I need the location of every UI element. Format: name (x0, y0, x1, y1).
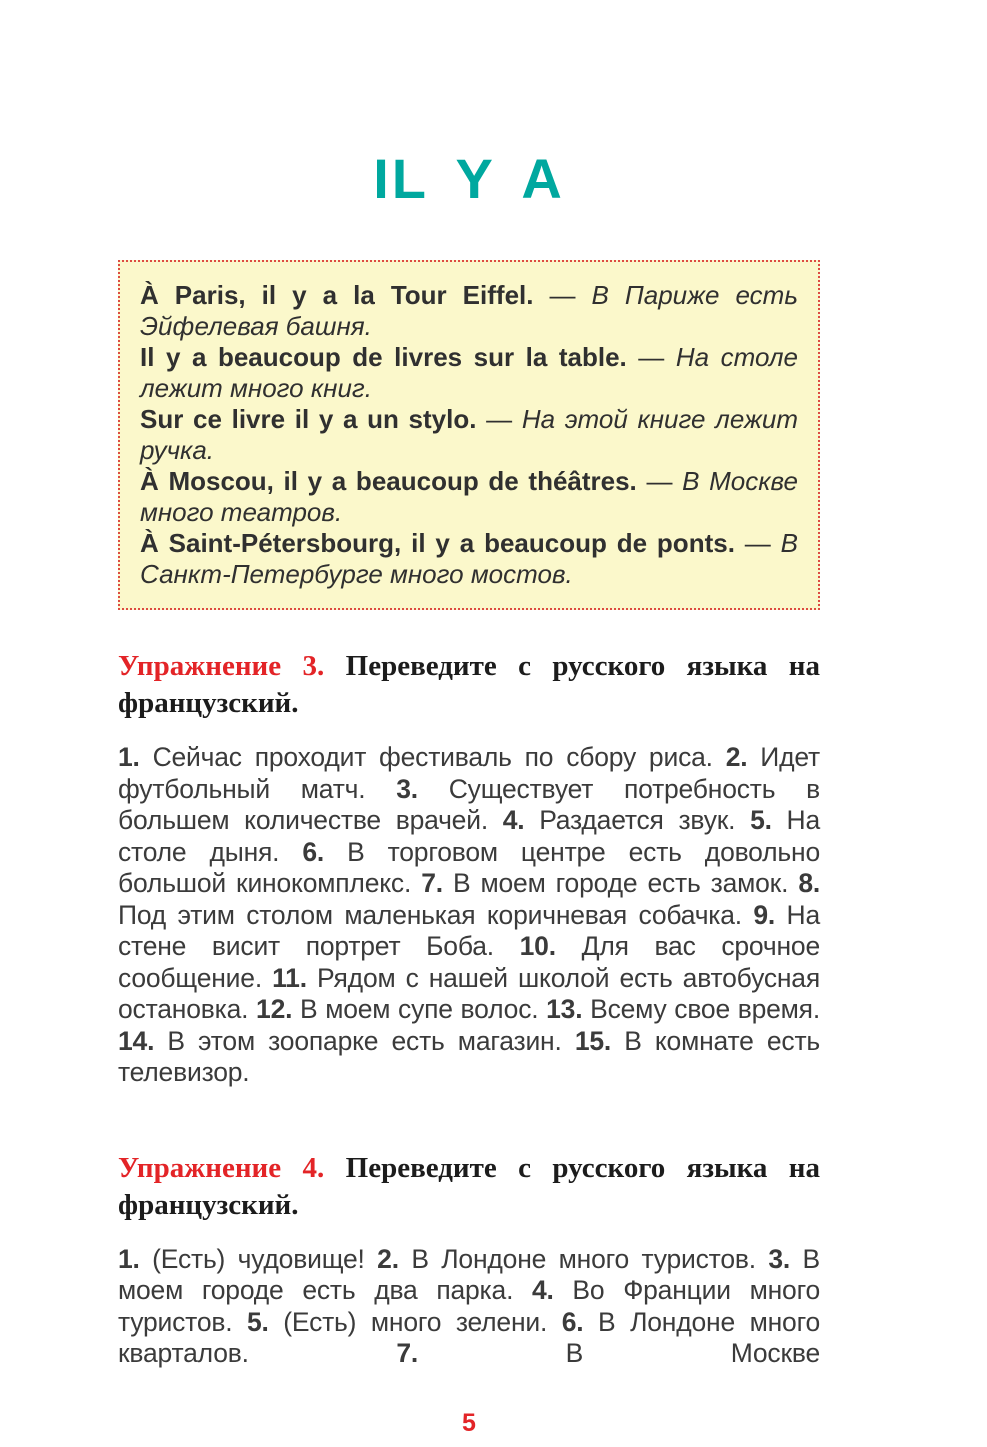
exercise-4-heading (118, 1150, 820, 1224)
exercise-3-heading (118, 648, 820, 722)
example-line (140, 466, 798, 528)
sentence-number: 11. (272, 962, 307, 993)
example-french: À Paris, il y a la Tour Eiffel. (140, 280, 534, 310)
exercise-3 (118, 648, 820, 1089)
example-line (140, 342, 798, 404)
page-number: 5 (462, 1408, 476, 1437)
example-separator: — (734, 528, 781, 558)
sentence-number: 14. (118, 1025, 155, 1056)
sentence-number: 15. (574, 1025, 612, 1056)
example-russian: В Москве много театров. (140, 466, 799, 527)
sentence-number: 7. (421, 868, 443, 898)
textbook-page (118, 0, 820, 1438)
sentence-number: 6. (561, 1306, 584, 1337)
sentence-number: 8. (798, 868, 821, 898)
example-separator: — (533, 280, 592, 310)
example-russian: В Париже есть Эйфелевая башня. (140, 280, 799, 341)
example-french: Sur ce livre il y a un stylo. (140, 404, 477, 434)
exercise-4-sentences: 1. (Есть) чудовище! 2. В Лондоне много туристов. 3. В моем городе есть два парка. 4. Во Франции много туристов. 5. (Есть) много зелени. 6. В Лондоне много кварталов. 7. В Москве (118, 1243, 821, 1368)
example-russian: На столе лежит много книг. (140, 342, 798, 403)
exercise-4-instruction: Переведите с русского языка на французский. (118, 1151, 821, 1221)
sentence-number: 3. (768, 1243, 791, 1274)
example-russian: На этой книге лежит ручка. (140, 404, 798, 465)
sentence-number: 1. (118, 742, 140, 772)
sentence-number: 2. (725, 742, 748, 772)
example-french: À Saint-Pétersbourg, il y a beaucoup de ponts. (140, 528, 735, 558)
sentence-number: 10. (519, 931, 556, 961)
exercise-4-label: Упражнение 4. (118, 1151, 325, 1184)
example-line (140, 280, 798, 342)
page-title: IL Y A (373, 147, 565, 210)
sentence-number: 4. (502, 805, 525, 835)
sentence-number: 3. (396, 773, 418, 804)
exercise-4 (118, 1150, 820, 1370)
exercise-3-label: Упражнение 3. (118, 650, 325, 682)
example-box (118, 260, 820, 610)
example-french: Il y a beaucoup de livres sur la table. (140, 342, 627, 372)
page-footer (118, 1408, 820, 1438)
exercise-3-instruction: Переведите с русского языка на французский. (118, 650, 821, 719)
sentence-number: 5. (246, 1306, 269, 1337)
sentence-number: 6. (302, 836, 325, 867)
example-separator: — (476, 404, 522, 434)
exercise-3-sentences: 1. Сейчас проходит фестиваль по сбору риса. 2. Идет футбольный матч. 3. Существует потребность в большем количестве врачей. 4. Раздается звук. 5. На столе дыня. 6. В торговом центре есть довольно большой кинокомплекс. 7. В моем городе есть замок. 8. Под этим столом маленькая коричневая собачка. 9. На стене висит портрет Боба. 10. Для вас срочное сообщение. 11. Рядом с нашей школой есть автобусная остановка. 12. В моем супе волос. 13. Всему свое время. 14. В этом зоопарке есть магазин. 15. В комнате есть телевизор. (118, 742, 821, 1087)
sentence-number: 9. (753, 899, 776, 930)
example-french: À Moscou, il y a beaucoup de théâtres. (140, 466, 637, 496)
sentence-number: 2. (377, 1243, 399, 1274)
sentence-number: 13. (546, 994, 583, 1024)
sentence-number: 5. (750, 805, 772, 835)
example-russian: В Санкт-Петербурге много мостов. (140, 528, 798, 589)
example-line (140, 528, 798, 590)
sentence-number: 12. (256, 994, 293, 1024)
example-separator: — (626, 342, 676, 372)
example-separator: — (636, 466, 683, 496)
sentence-number: 1. (118, 1243, 140, 1274)
sentence-number: 4. (531, 1275, 554, 1305)
sentence-number: 7. (396, 1338, 419, 1368)
example-line (140, 404, 798, 466)
